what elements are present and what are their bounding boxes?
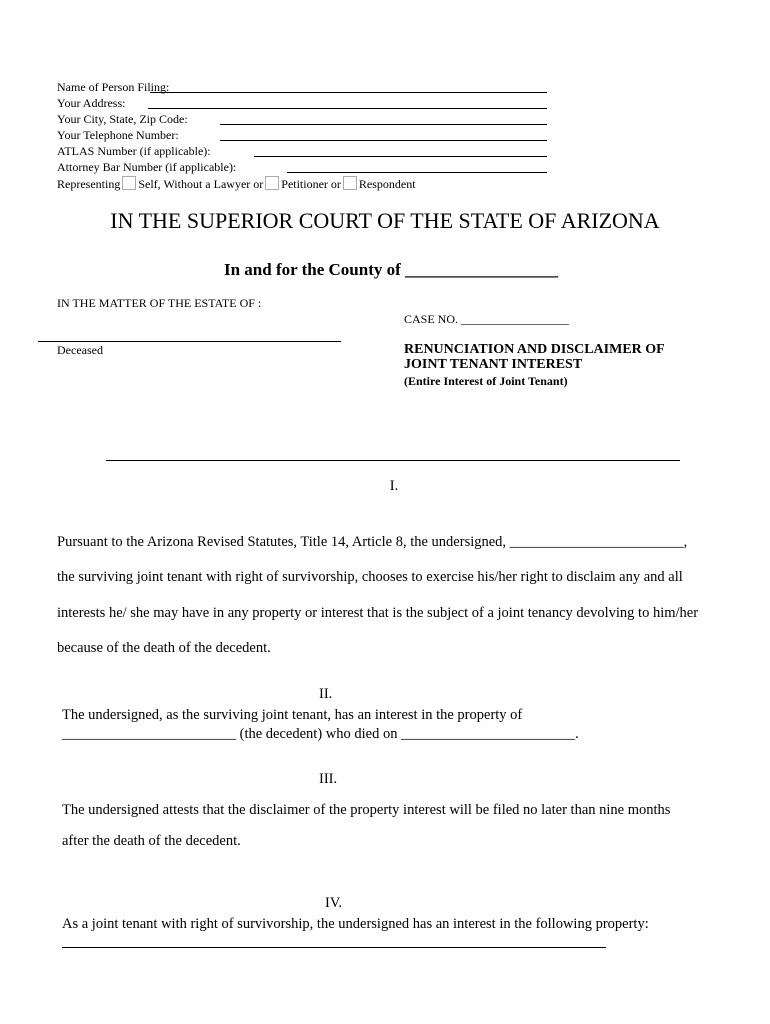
section-1-line-1: Pursuant to the Arizona Revised Statutes, Title 14, Article 8, the undersigned, ________________________, xyxy=(57,534,688,550)
case-number: CASE NO. __________________ xyxy=(404,312,570,326)
section-1-line-4: because of the death of the decedent. xyxy=(57,640,271,656)
deceased-label: Deceased xyxy=(57,343,103,357)
city-state-zip-field[interactable] xyxy=(220,124,547,125)
section-4-line-1: As a joint tenant with right of survivorship, the undersigned has an interest in the following property: xyxy=(62,916,649,932)
section-3-line-1: The undersigned attests that the disclaimer of the property interest will be filed no later than nine months xyxy=(62,802,671,818)
section-1-number: I. xyxy=(389,478,399,494)
estate-name-field[interactable] xyxy=(38,341,341,342)
petitioner-option-label: Petitioner or xyxy=(281,177,341,191)
respondent-option-label: Respondent xyxy=(358,177,416,191)
address-label: Your Address: xyxy=(57,96,126,110)
caption-divider xyxy=(106,460,680,461)
name-label: Name of Person Filing: xyxy=(57,80,170,94)
document-title-line2: JOINT TENANT INTEREST xyxy=(404,357,583,372)
atlas-field[interactable] xyxy=(254,156,547,157)
section-2-line-2: ________________________ (the decedent) who died on ________________________. xyxy=(62,726,579,742)
city-state-zip-label: Your City, State, Zip Code: xyxy=(57,112,188,126)
section-2-line-1: The undersigned, as the surviving joint tenant, has an interest in the property of xyxy=(62,707,523,723)
representing-label: Representing xyxy=(57,177,121,191)
section-4-number: IV. xyxy=(325,895,343,911)
property-description-field[interactable] xyxy=(62,947,606,948)
self-option-label: Self, Without a Lawyer or xyxy=(138,177,264,191)
section-3-number: III. xyxy=(319,771,338,787)
section-1-line-3: interests he/ she may have in any property or interest that is the subject of a joint tenancy devolving to him/her xyxy=(57,605,699,621)
respondent-checkbox[interactable] xyxy=(343,176,357,190)
representing-row xyxy=(57,176,416,191)
address-field[interactable] xyxy=(148,108,547,109)
section-3-line-2: after the death of the decedent. xyxy=(62,833,241,849)
county-line: In and for the County of __________________ xyxy=(223,260,559,279)
telephone-label: Your Telephone Number: xyxy=(57,128,179,142)
bar-number-field[interactable] xyxy=(287,172,547,173)
section-1-line-2: the surviving joint tenant with right of survivorship, chooses to exercise his/her right to disclaim any and all xyxy=(57,569,683,585)
court-title: IN THE SUPERIOR COURT OF THE STATE OF ARIZONA xyxy=(110,208,660,233)
petitioner-checkbox[interactable] xyxy=(265,176,279,190)
section-2-number: II. xyxy=(319,686,333,702)
matter-label: IN THE MATTER OF THE ESTATE OF : xyxy=(57,296,262,310)
name-field[interactable] xyxy=(150,92,547,93)
document-subtitle: (Entire Interest of Joint Tenant) xyxy=(404,374,568,388)
atlas-label: ATLAS Number (if applicable): xyxy=(57,144,211,158)
document-title-line1: RENUNCIATION AND DISCLAIMER OF xyxy=(404,342,665,357)
telephone-field[interactable] xyxy=(220,140,547,141)
self-checkbox[interactable] xyxy=(122,176,136,190)
bar-number-label: Attorney Bar Number (if applicable): xyxy=(57,160,237,174)
